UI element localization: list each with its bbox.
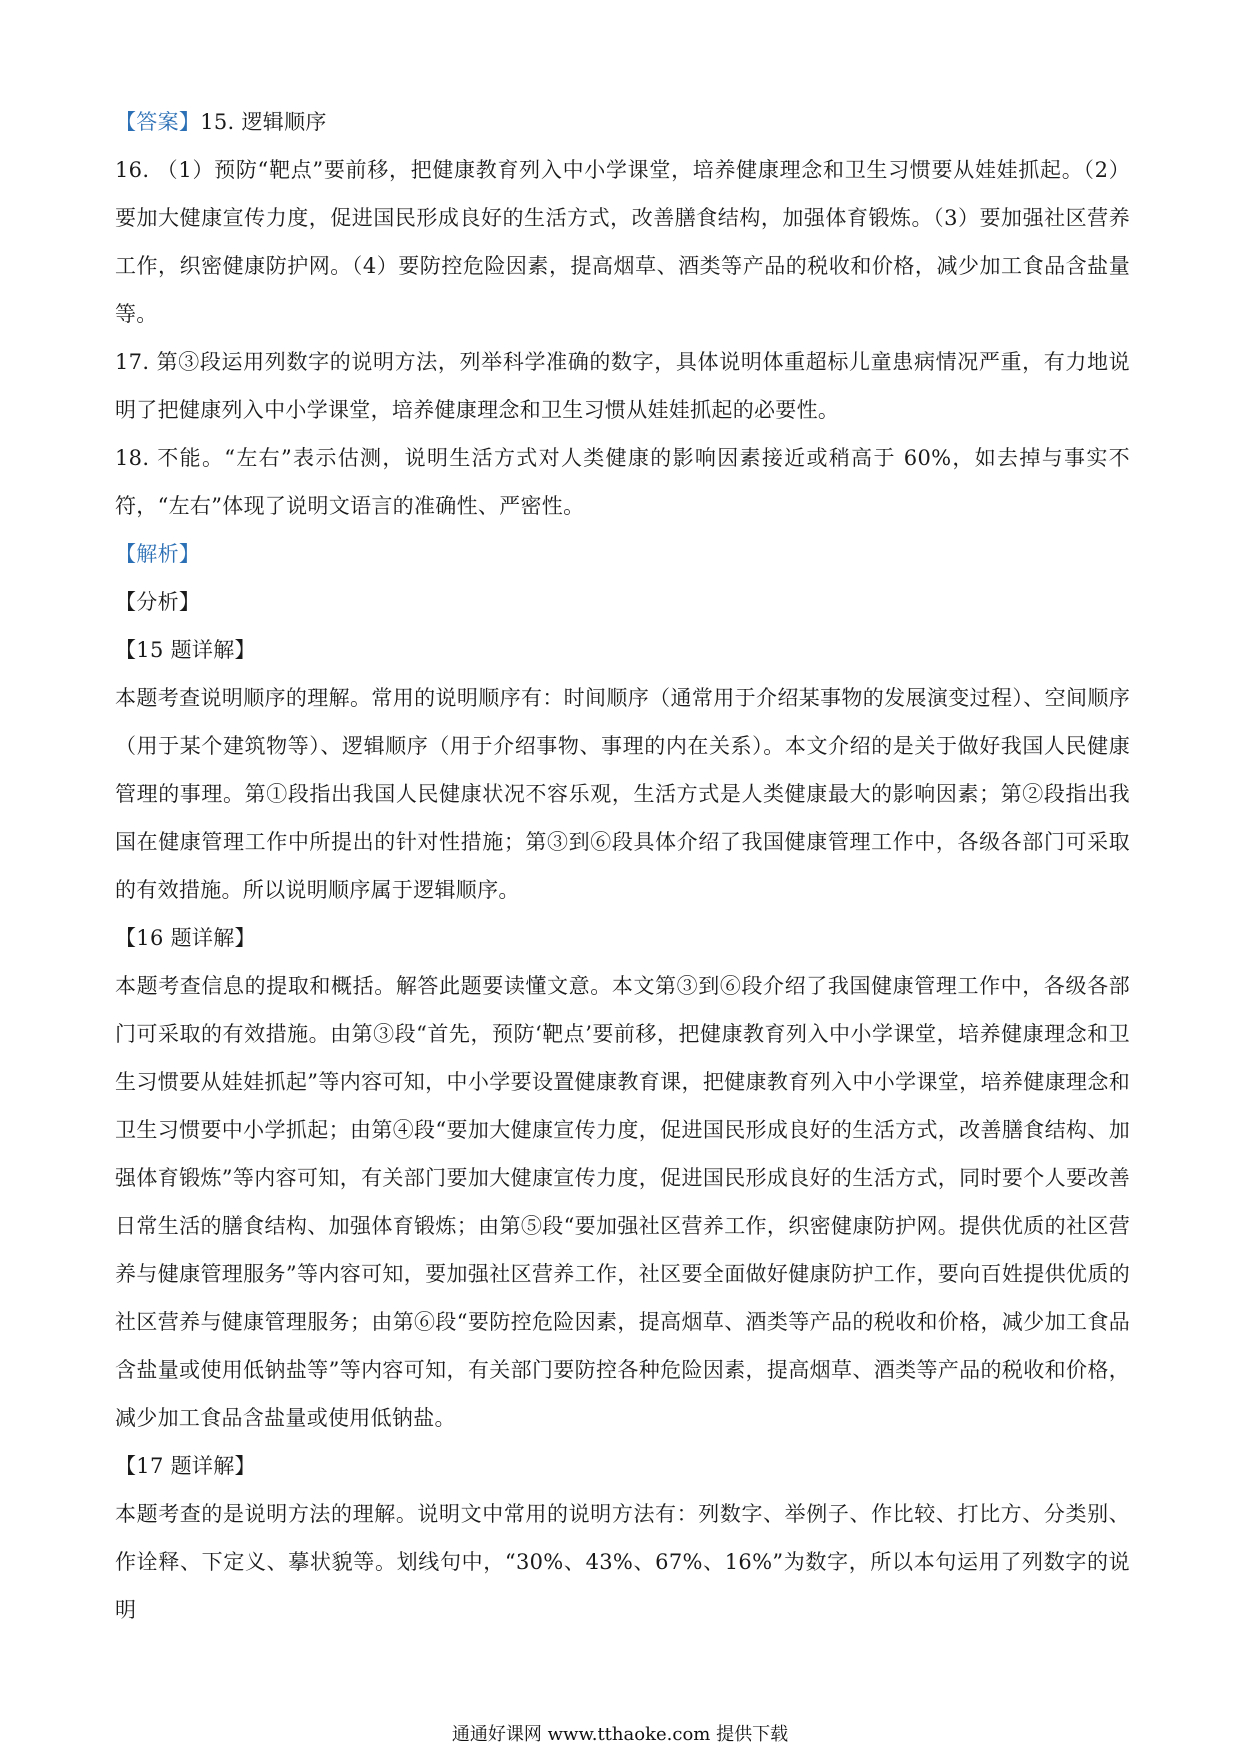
answer-17: 17. 第③段运用列数字的说明方法，列举科学准确的数字，具体说明体重超标儿童患病情况严重，有力地说明了把健康列入中小学课堂，培养健康理念和卫生习惯从娃娃抓起的必要性。	[115, 350, 1130, 422]
answer-line-15	[115, 98, 1130, 146]
document-body	[115, 98, 1130, 1634]
page-footer: 通通好课网 www.tthaoke.com 提供下载	[451, 1724, 789, 1745]
answer-15: 15. 逻辑顺序	[200, 110, 327, 134]
answer-tag: 【答案】	[115, 110, 201, 134]
analysis-tag: 【解析】	[115, 542, 201, 566]
detail-text-15: 本题考查说明顺序的理解。常用的说明顺序有：时间顺序（通常用于介绍某事物的发展演变过程）、空间顺序（用于某个建筑物等）、逻辑顺序（用于介绍事物、事理的内在关系）。本文介绍的是关于做好我国人民健康管理的事理。第①段指出我国人民健康状况不容乐观，生活方式是人类健康最大的影响因素；第②段指出我国在健康管理工作中所提出的针对性措施；第③到⑥段具体介绍了我国健康管理工作中，各级各部门可采取的有效措施。所以说明顺序属于逻辑顺序。	[115, 686, 1130, 902]
answer-18: 18. 不能。“左右”表示估测，说明生活方式对人类健康的影响因素接近或稍高于 60%，如去掉与事实不符，“左右”体现了说明文语言的准确性、严密性。	[115, 446, 1130, 518]
detail-heading-17: 【17 题详解】	[115, 1454, 256, 1478]
detail-text-17: 本题考查的是说明方法的理解。说明文中常用的说明方法有：列数字、举例子、作比较、打比方、分类别、作诠释、下定义、摹状貌等。划线句中，“30%、43%、67%、16%”为数字，所以本句运用了列数字的说明	[115, 1502, 1130, 1622]
detail-text-16: 本题考查信息的提取和概括。解答此题要读懂文意。本文第③到⑥段介绍了我国健康管理工作中，各级各部门可采取的有效措施。由第③段“首先，预防‘靶点’要前移，把健康教育列入中小学课堂，培养健康理念和卫生习惯要从娃娃抓起”等内容可知，中小学要设置健康教育课，把健康教育列入中小学课堂，培养健康理念和卫生习惯要中小学抓起；由第④段“要加大健康宣传力度，促进国民形成良好的生活方式，改善膳食结构、加强体育锻炼”等内容可知，有关部门要加大健康宣传力度，促进国民形成良好的生活方式，同时要个人要改善日常生活的膳食结构、加强体育锻炼；由第⑤段“要加强社区营养工作，织密健康防护网。提供优质的社区营养与健康管理服务”等内容可知，要加强社区营养工作，社区要全面做好健康防护工作，要向百姓提供优质的社区营养与健康管理服务；由第⑥段“要防控危险因素，提高烟草、酒类等产品的税收和价格，减少加工食品含盐量或使用低钠盐等”等内容可知，有关部门要防控各种危险因素，提高烟草、酒类等产品的税收和价格，减少加工食品含盐量或使用低钠盐。	[115, 974, 1130, 1430]
detail-heading-15: 【15 题详解】	[115, 638, 256, 662]
answer-16: 16. （1）预防“靶点”要前移，把健康教育列入中小学课堂，培养健康理念和卫生习惯要从娃娃抓起。（2）要加大健康宣传力度，促进国民形成良好的生活方式，改善膳食结构，加强体育锻炼。（3）要加强社区营养工作，织密健康防护网。（4）要防控危险因素，提高烟草、酒类等产品的税收和价格，减少加工食品含盐量等。	[115, 158, 1130, 326]
analysis-heading: 【分析】	[115, 590, 201, 614]
detail-heading-16: 【16 题详解】	[115, 926, 256, 950]
